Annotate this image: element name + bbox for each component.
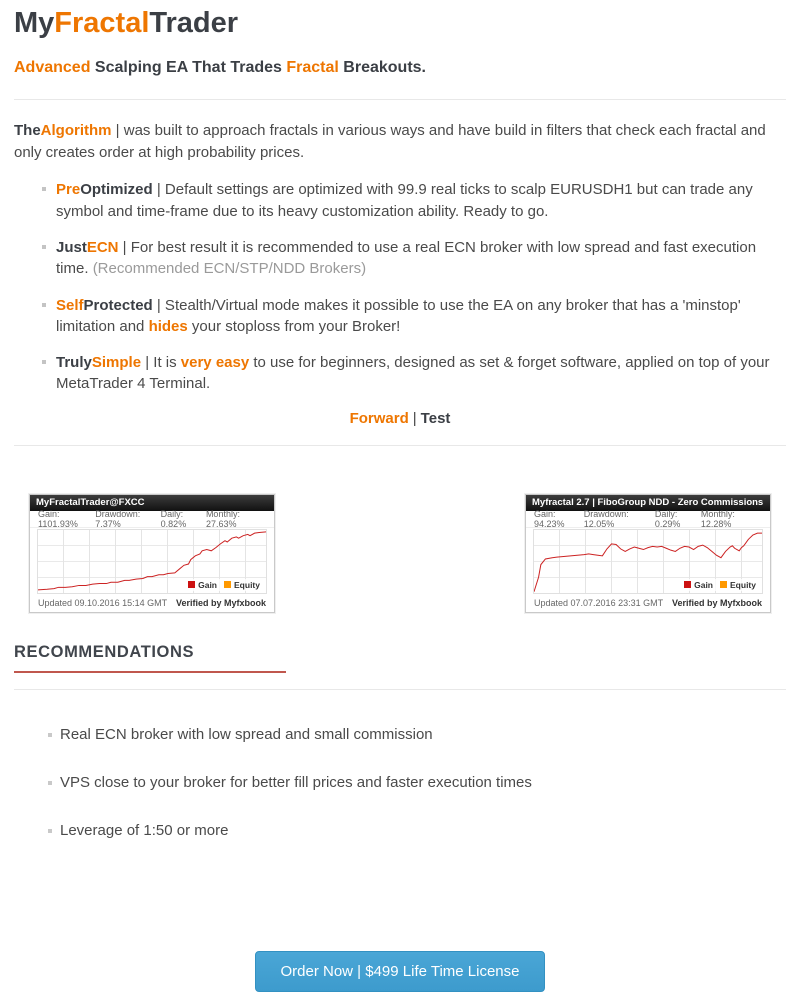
test-label: Test [420, 409, 451, 427]
equity-swatch-icon [224, 581, 231, 588]
bullet-icon [48, 733, 52, 737]
legend-label: Gain [198, 579, 218, 590]
legend-label: Equity [730, 579, 756, 590]
stat-drawdown: Drawdown: 12.05% [583, 508, 629, 529]
feature-item-selfprotected [14, 295, 786, 338]
updated-timestamp: Updated 09.10.2016 15:14 GMT [38, 598, 168, 609]
myfxbook-widgets-row [14, 494, 786, 613]
bullet-icon [42, 360, 46, 364]
text-segment: Optimized [80, 181, 153, 199]
equity-chart [37, 529, 267, 594]
legend-gain [188, 580, 217, 590]
page-subtitle [14, 59, 786, 77]
cta-section [14, 951, 786, 992]
stat-daily: Daily: 0.82% [160, 508, 187, 529]
feature-text [56, 354, 770, 392]
feature-list [14, 179, 786, 394]
verified-by-myfxbook: Verified by Myfxbook [671, 598, 762, 609]
pipe-separator: | [412, 409, 417, 427]
stat-gain: Gain: 1101.93% [38, 508, 78, 529]
text-segment: Self [56, 296, 84, 314]
text-segment: Algorithm [40, 121, 112, 139]
feature-item-preoptimized [14, 179, 786, 222]
gain-swatch-icon [684, 581, 691, 588]
widget-stats [30, 508, 274, 529]
text-segment: Just [56, 238, 87, 256]
text-segment: | For best result it is recommended to use a real ECN broker with low spread and fast execution time. [56, 238, 757, 278]
recommendation-text: VPS close to your broker for better fill prices and faster execution times [60, 773, 532, 791]
recommendation-text: Leverage of 1:50 or more [60, 821, 229, 839]
stat-monthly: Monthly: 12.28% [700, 508, 735, 529]
intro-paragraph [14, 120, 786, 164]
feature-text [56, 181, 753, 219]
text-segment: Protected [83, 296, 153, 314]
text-segment: very easy [180, 354, 250, 372]
text-segment: Advanced [14, 58, 91, 76]
verified-by-myfxbook: Verified by Myfxbook [175, 598, 266, 609]
recommendation-item [14, 822, 786, 839]
widget-title: Myfractal 2.7 | FiboGroup NDD - Zero Commissions [526, 495, 770, 511]
recommendations-list [14, 726, 786, 839]
text-segment: My [14, 7, 55, 39]
bullet-icon [48, 829, 52, 833]
divider [14, 689, 786, 690]
chart-legend [186, 579, 262, 591]
text-segment: Scalping EA That Trades [90, 58, 287, 76]
text-segment: | was built to approach fractals in various ways and have build in filters that check each fractal and only creates order at high probability prices. [14, 121, 766, 161]
gain-swatch-icon [188, 581, 195, 588]
bullet-icon [48, 781, 52, 785]
updated-timestamp: Updated 07.07.2016 23:31 GMT [534, 598, 664, 609]
bullet-icon [42, 187, 46, 191]
stat-gain: Gain: 94.23% [534, 508, 565, 529]
text-segment: Pre [56, 181, 81, 199]
myfxbook-widget-fibogroup[interactable] [525, 494, 771, 613]
chart-legend [682, 579, 758, 591]
stat-drawdown: Drawdown: 7.37% [95, 508, 141, 529]
bullet-icon [42, 303, 46, 307]
widget-stats [526, 508, 770, 529]
widget-footer [30, 595, 274, 612]
stat-daily: Daily: 0.29% [654, 508, 681, 529]
text-segment: Simple [91, 354, 142, 372]
equity-swatch-icon [720, 581, 727, 588]
feature-text [56, 297, 741, 335]
divider [14, 445, 786, 446]
text-segment: to use for beginners, designed as set & forget software, applied on top of your MetaTrader 4 Terminal. [56, 354, 770, 393]
text-segment: Trader [149, 7, 239, 39]
text-segment: | Default settings are optimized with 99.9 real ticks to scalp EURUSDH1 but can trade any symbol and time-frame due to its heavy customization ability. Ready to go. [56, 181, 753, 220]
text-segment: hides [148, 317, 188, 335]
text-segment: ECN [86, 238, 119, 256]
forward-link[interactable]: Forward [349, 409, 409, 427]
legend-gain [684, 580, 713, 590]
page [0, 8, 800, 992]
text-segment: Fractal [54, 7, 150, 39]
text-segment: | It is [141, 354, 181, 372]
widget-footer [526, 595, 770, 612]
text-segment: your stoploss from your Broker! [187, 317, 401, 335]
page-title [14, 8, 786, 40]
recommended-brokers-link[interactable]: (Recommended ECN/STP/NDD Brokers) [92, 260, 367, 278]
forward-test-line [14, 410, 786, 427]
text-segment: The [14, 121, 41, 139]
bullet-icon [42, 245, 46, 249]
order-now-button[interactable]: Order Now | $499 Life Time License [255, 951, 544, 992]
feature-text [56, 239, 756, 277]
widget-title: MyFractalTrader@FXCC [30, 495, 274, 511]
feature-item-justecn [14, 237, 786, 280]
legend-label: Gain [694, 579, 714, 590]
recommendation-text: Real ECN broker with low spread and small commission [60, 725, 433, 743]
legend-equity [720, 580, 756, 590]
heading-underline [14, 671, 286, 673]
feature-item-trulysimple [14, 352, 786, 395]
stat-monthly: Monthly: 27.63% [205, 508, 240, 529]
text-segment: Breakouts. [338, 58, 426, 76]
recommendations-heading: RECOMMENDATIONS [14, 642, 195, 661]
equity-chart [533, 529, 763, 594]
text-segment: | Stealth/Virtual mode makes it possible to use the EA on any broker that has a 'minstop' limitation and [56, 296, 741, 335]
recommendation-item [14, 774, 786, 791]
recommendation-item [14, 726, 786, 743]
divider [14, 99, 786, 100]
legend-label: Equity [234, 579, 260, 590]
legend-equity [224, 580, 260, 590]
text-segment: Fractal [286, 58, 339, 76]
myfxbook-widget-fxcc[interactable] [29, 494, 275, 613]
text-segment: Truly [56, 354, 92, 372]
